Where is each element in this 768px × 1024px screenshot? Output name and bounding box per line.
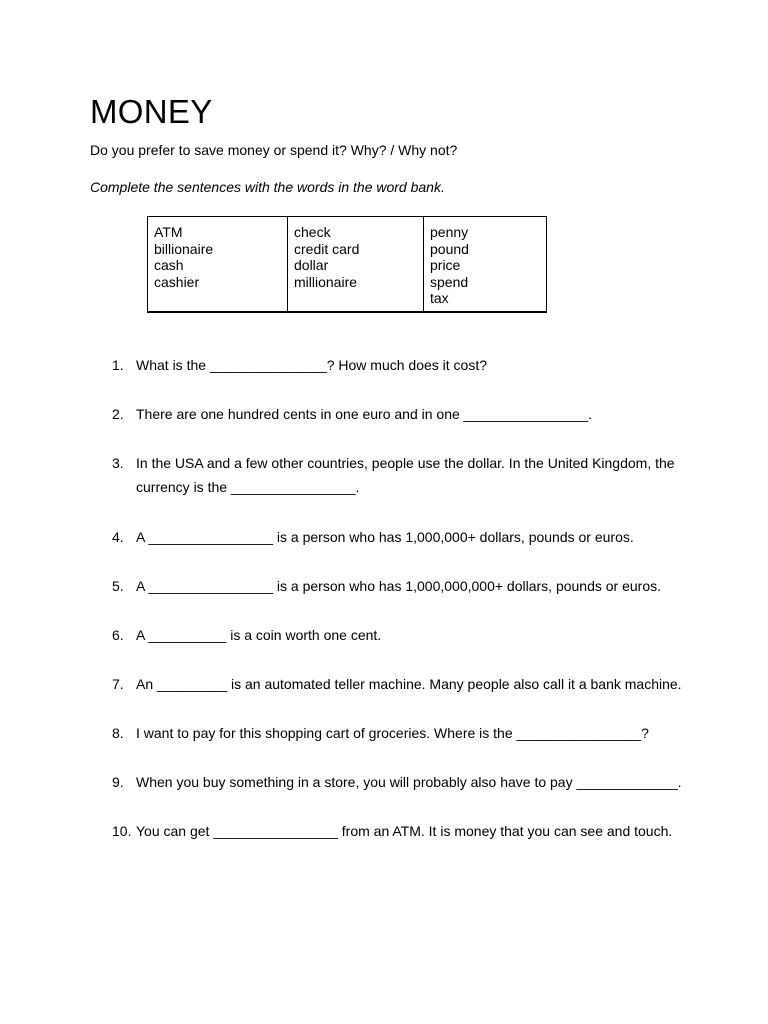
page-title: MONEY <box>90 93 213 130</box>
exercise-number: 10. <box>112 823 132 839</box>
exercise-number: 6. <box>112 627 124 643</box>
exercise-sentence: A ________________ is a person who has 1,000,000,000+ dollars, pounds or euros. <box>136 578 662 594</box>
exercise-item <box>112 672 692 696</box>
exercise-number: 9. <box>112 774 124 790</box>
exercise-item <box>112 819 692 843</box>
exercise-item <box>112 770 692 794</box>
exercise-sentence: What is the _______________? How much does it cost? <box>136 357 488 373</box>
word-bank-word: credit card <box>294 240 360 257</box>
word-bank-word: millionaire <box>294 273 358 290</box>
word-bank-column <box>423 217 546 311</box>
word-bank-column <box>148 217 287 311</box>
word-bank-column <box>287 217 423 311</box>
word-bank-word: cash <box>154 257 184 274</box>
word-bank-word: pound <box>430 240 469 257</box>
exercise-sentence: I want to pay for this shopping cart of groceries. Where is the ________________? <box>136 725 649 741</box>
exercise-number: 5. <box>112 578 124 594</box>
instruction-text: Complete the sentences with the words in the word bank. <box>90 179 445 195</box>
exercise-number: 4. <box>112 529 124 545</box>
word-bank-word: spend <box>430 273 469 290</box>
exercise-sentence: In the USA and a few other countries, people use the dollar. In the United Kingdom, the currency is the ________________. <box>136 455 675 495</box>
exercise-item <box>112 525 692 549</box>
exercise-sentence: You can get ________________ from an ATM. It is money that you can see and touch. <box>136 823 673 839</box>
exercise-number: 7. <box>112 676 124 692</box>
exercise-number: 1. <box>112 357 124 373</box>
exercise-item <box>112 353 692 377</box>
exercise-sentence: There are one hundred cents in one euro and in one ________________. <box>136 406 593 422</box>
word-bank-word: cashier <box>154 273 200 290</box>
exercise-number: 8. <box>112 725 124 741</box>
word-bank-word: tax <box>430 290 449 307</box>
exercise-number: 3. <box>112 455 124 471</box>
exercise-sentence: A __________ is a coin worth one cent. <box>136 627 382 643</box>
word-bank-word: penny <box>430 224 469 240</box>
word-bank-word: check <box>294 224 331 240</box>
exercise-item <box>112 451 692 499</box>
discussion-question: Do you prefer to save money or spend it? Why? / Why not? <box>90 142 458 158</box>
exercise-sentence: When you buy something in a store, you will probably also have to pay _____________. <box>136 774 682 790</box>
exercise-sentence: A ________________ is a person who has 1,000,000+ dollars, pounds or euros. <box>136 529 634 545</box>
word-bank-word: ATM <box>154 224 183 240</box>
exercise-item <box>112 623 692 647</box>
exercise-item <box>112 402 692 426</box>
exercise-sentence: An _________ is an automated teller machine. Many people also call it a bank machine. <box>136 676 682 692</box>
word-bank-word: price <box>430 257 461 274</box>
word-bank-table <box>147 216 547 313</box>
exercise-item <box>112 574 692 598</box>
exercise-item <box>112 721 692 745</box>
word-bank-word: dollar <box>294 257 329 274</box>
word-bank-word: billionaire <box>154 240 214 257</box>
exercise-number: 2. <box>112 406 124 422</box>
